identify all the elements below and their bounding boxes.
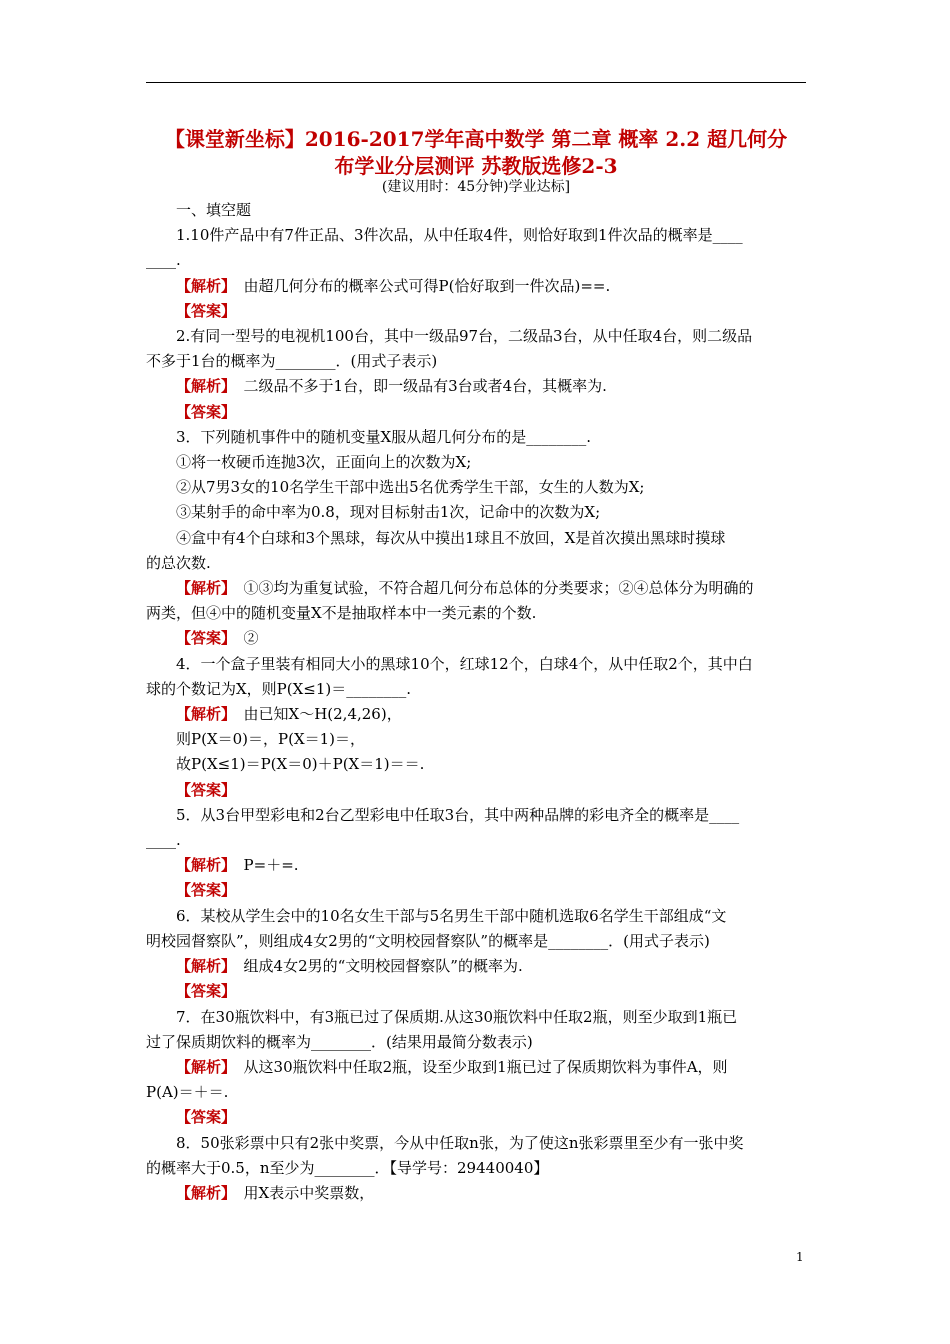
title-line-1: 【课堂新坐标】2016-2017学年高中数学 第二章 概率 2.2 超几何分 <box>164 127 788 151</box>
q7-answer <box>146 1105 806 1130</box>
question-1-cont: ____. <box>146 251 181 270</box>
analysis-tag: 【解析】 <box>176 1057 229 1076</box>
q8-analysis-text: 用X表示中奖票数， <box>243 1183 375 1202</box>
question-3: 3．下列随机事件中的随机变量X服从超几何分布的是________. <box>176 427 591 446</box>
analysis-tag: 【解析】 <box>176 276 229 295</box>
header-rule <box>146 82 806 83</box>
analysis-tag: 【解析】 <box>176 957 229 976</box>
analysis-tag: 【解析】 <box>176 856 229 875</box>
question-5-cont: ____. <box>146 831 181 850</box>
analysis-tag: 【解析】 <box>176 1183 229 1202</box>
q3-option-1: ①将一枚硬币连抛3次，正面向上的次数为X; <box>176 453 472 472</box>
answer-tag: 【答案】 <box>176 780 237 799</box>
q4-analysis-line-2: 故P(X≤1)＝P(X＝0)＋P(X＝1)＝＝. <box>176 755 425 774</box>
q3-answer <box>146 626 806 651</box>
analysis-tag: 【解析】 <box>176 705 229 724</box>
question-5: 5．从3台甲型彩电和2台乙型彩电中任取3台，其中两种品牌的彩电齐全的概率是____ <box>176 805 740 824</box>
q3-option-4-cont: 的总次数. <box>146 553 211 572</box>
q3-analysis <box>146 576 806 601</box>
title-line-2: 布学业分层测评 苏教版选修2-3 <box>334 154 618 178</box>
q1-analysis-text: 由超几何分布的概率公式可得P(恰好取到一件次品)==. <box>243 276 611 295</box>
question-7-cont: 过了保质期饮料的概率为________．(结果用最简分数表示) <box>146 1032 533 1051</box>
q7-analysis-text: 从这30瓶饮料中任取2瓶，设至少取到1瓶已过了保质期饮料为事件A，则 <box>243 1057 728 1076</box>
answer-tag: 【答案】 <box>176 881 237 900</box>
question-6: 6．某校从学生会中的10名女生干部与5名男生干部中随机选取6名学生干部组成“文 <box>176 906 727 925</box>
answer-tag: 【答案】 <box>176 982 237 1001</box>
q8-analysis <box>146 1181 806 1206</box>
q6-analysis <box>146 954 806 979</box>
answer-tag: 【答案】 <box>176 402 237 421</box>
question-2-cont: 不多于1台的概率为________．(用式子表示) <box>146 352 438 371</box>
q4-analysis <box>146 702 806 727</box>
q2-analysis-text: 二级品不多于1台，即一级品有3台或者4台，其概率为. <box>243 377 607 396</box>
q3-analysis-cont: 两类，但④中的随机变量X不是抽取样本中一类元素的个数. <box>146 604 537 623</box>
answer-tag: 【答案】 <box>176 301 237 320</box>
analysis-tag: 【解析】 <box>176 579 229 598</box>
q2-analysis <box>146 374 806 399</box>
question-6-cont: 明校园督察队”，则组成4女2男的“文明校园督察队”的概率是________．(用式子表示) <box>146 931 710 950</box>
q2-answer <box>146 400 806 425</box>
question-4-cont: 球的个数记为X，则P(X≤1)＝________. <box>146 679 412 698</box>
q3-analysis-text: ①③均为重复试验，不符合超几何分布总体的分类要求；②④总体分为明确的 <box>243 579 754 598</box>
section-heading: 一、填空题 <box>176 201 252 219</box>
question-1: 1.10件产品中有7件正品、3件次品，从中任取4件，则恰好取到1件次品的概率是____ <box>176 226 743 245</box>
q3-answer-text: ② <box>243 629 259 648</box>
question-7: 7．在30瓶饮料中，有3瓶已过了保质期.从这30瓶饮料中任取2瓶，则至少取到1瓶已 <box>176 1007 738 1026</box>
q7-analysis <box>146 1055 806 1080</box>
answer-tag: 【答案】 <box>176 629 229 648</box>
q4-analysis-text: 由已知X～H(2,4,26)， <box>243 705 402 724</box>
q3-option-3: ③某射手的命中率为0.8，现对目标射击1次，记命中的次数为X; <box>176 503 601 522</box>
page-number: 1 <box>796 1250 804 1264</box>
q5-answer <box>146 878 806 903</box>
q3-option-2: ②从7男3女的10名学生干部中选出5名优秀学生干部，女生的人数为X; <box>176 478 645 497</box>
recommended-time: (建议用时：45分钟)学业达标] <box>381 179 571 195</box>
question-8: 8．50张彩票中只有2张中奖票，今从中任取n张，为了使这n张彩票里至少有一张中奖 <box>176 1133 744 1152</box>
document-body <box>146 198 806 1206</box>
q4-analysis-line-1: 则P(X＝0)＝，P(X＝1)＝， <box>176 730 366 749</box>
answer-tag: 【答案】 <box>176 1108 237 1127</box>
document-title <box>146 126 806 180</box>
question-8-cont: 的概率大于0.5，n至少为________．【导学号：29440040】 <box>146 1158 549 1177</box>
question-2: 2.有同一型号的电视机100台，其中一级品97台，二级品3台，从中任取4台，则二级品 <box>176 327 753 346</box>
q1-analysis <box>146 274 806 299</box>
analysis-tag: 【解析】 <box>176 377 229 396</box>
q6-answer <box>146 979 806 1004</box>
q4-answer <box>146 778 806 803</box>
q6-analysis-text: 组成4女2男的“文明校园督察队”的概率为. <box>243 957 523 976</box>
q1-answer <box>146 299 806 324</box>
q3-option-4: ④盒中有4个白球和3个黑球，每次从中摸出1球且不放回，X是首次摸出黑球时摸球 <box>176 528 726 547</box>
question-4: 4．一个盒子里装有相同大小的黑球10个，红球12个，白球4个，从中任取2个，其中白 <box>176 654 753 673</box>
q5-analysis-text: P=＋=. <box>243 856 299 875</box>
q7-analysis-cont: P(A)＝＋＝. <box>146 1083 229 1102</box>
q5-analysis <box>146 853 806 878</box>
